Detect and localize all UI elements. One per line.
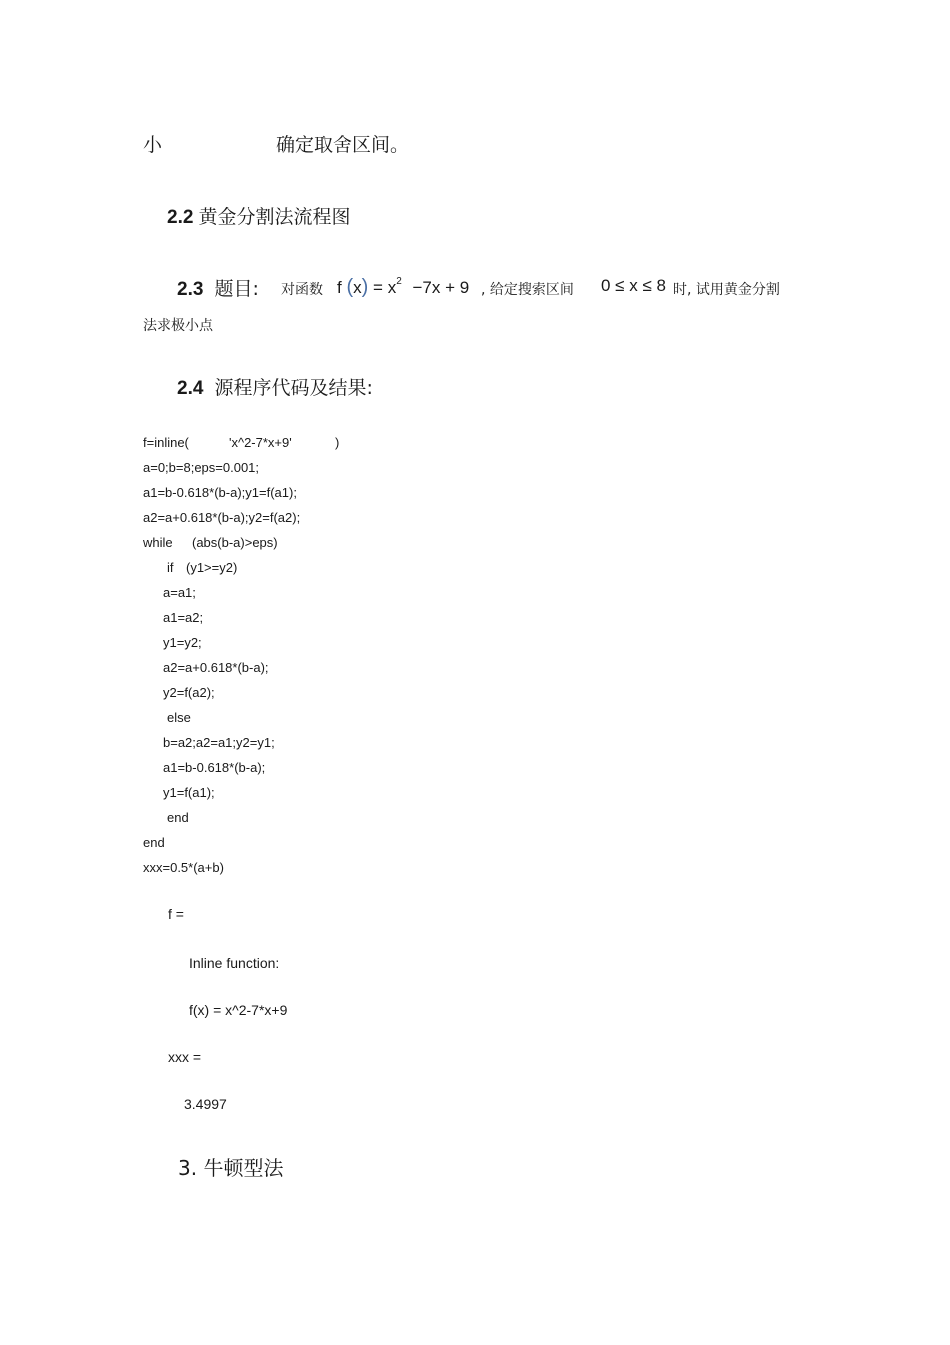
code-line-cond: (y1>=y2) [186,560,238,575]
code-line: a1=b-0.618*(b-a);y1=f(a1); [143,485,297,500]
code-line: y1=f(a1); [163,785,215,800]
heading-3 [178,1152,283,1181]
math-terms: −7x + 9 [412,278,470,297]
heading-2-2 [167,202,351,229]
math-f: f [337,278,342,297]
heading-title: 源程序代码及结果: [214,377,373,399]
output-line: f = [168,906,184,922]
code-line: xxx=0.5*(a+b) [143,860,224,875]
math-equals-x: = x [373,278,397,297]
code-line: a=a1; [163,585,196,600]
code-line-cond: (abs(b-a)>eps) [192,535,278,550]
heading-2-3 [177,274,259,301]
code-line: b=a2;a2=a1;y2=y1; [163,735,275,750]
heading-title: 黄金分割法流程图 [198,206,351,228]
code-line: a=0;b=8;eps=0.001; [143,460,260,475]
code-line: end [143,835,165,850]
heading-2-4 [177,373,373,400]
heading-number: 2.4 [177,378,204,399]
problem-text-d: 法求极小点 [143,318,213,334]
code-line-paren: ) [335,435,340,450]
output-line: Inline function: [189,955,280,971]
code-line: a1=a2; [163,610,204,625]
output-value: 3.4997 [184,1096,227,1112]
code-line: a2=a+0.618*(b-a); [163,660,269,675]
code-line: f=inline( [143,435,189,450]
code-line: if [167,560,174,575]
function-formula [337,276,469,299]
math-right-paren: ) [361,276,369,298]
math-left-paren: ( [346,276,354,298]
output-line: xxx = [168,1049,202,1065]
heading-title: 3. 牛顿型法 [178,1156,284,1180]
code-line-string: 'x^2-7*x+9' [229,435,292,450]
code-line: y2=f(a2); [163,685,215,700]
search-range: 0 ≤ x ≤ 8 [601,276,666,295]
interval-text: 确定取舍区间。 [276,134,410,156]
heading-number: 2.2 [167,207,194,228]
heading-title: 题目: [214,278,259,300]
code-line: while [143,535,173,550]
code-line: y1=y2; [163,635,202,650]
problem-text-b: , 给定搜索区间 [481,282,574,298]
code-line: else [167,710,191,725]
math-exponent: 2 [396,276,402,288]
fragment-char: 小 [143,134,163,156]
problem-text-a: 对函数 [281,282,323,298]
code-line: a1=b-0.618*(b-a); [163,760,266,775]
problem-text-c: 时, 试用黄金分割 [673,282,780,298]
math-x: x [353,278,362,297]
code-line: a2=a+0.618*(b-a);y2=f(a2); [143,510,301,525]
code-line: end [167,810,189,825]
output-line: f(x) = x^2-7*x+9 [189,1002,288,1018]
heading-number: 2.3 [177,279,204,300]
